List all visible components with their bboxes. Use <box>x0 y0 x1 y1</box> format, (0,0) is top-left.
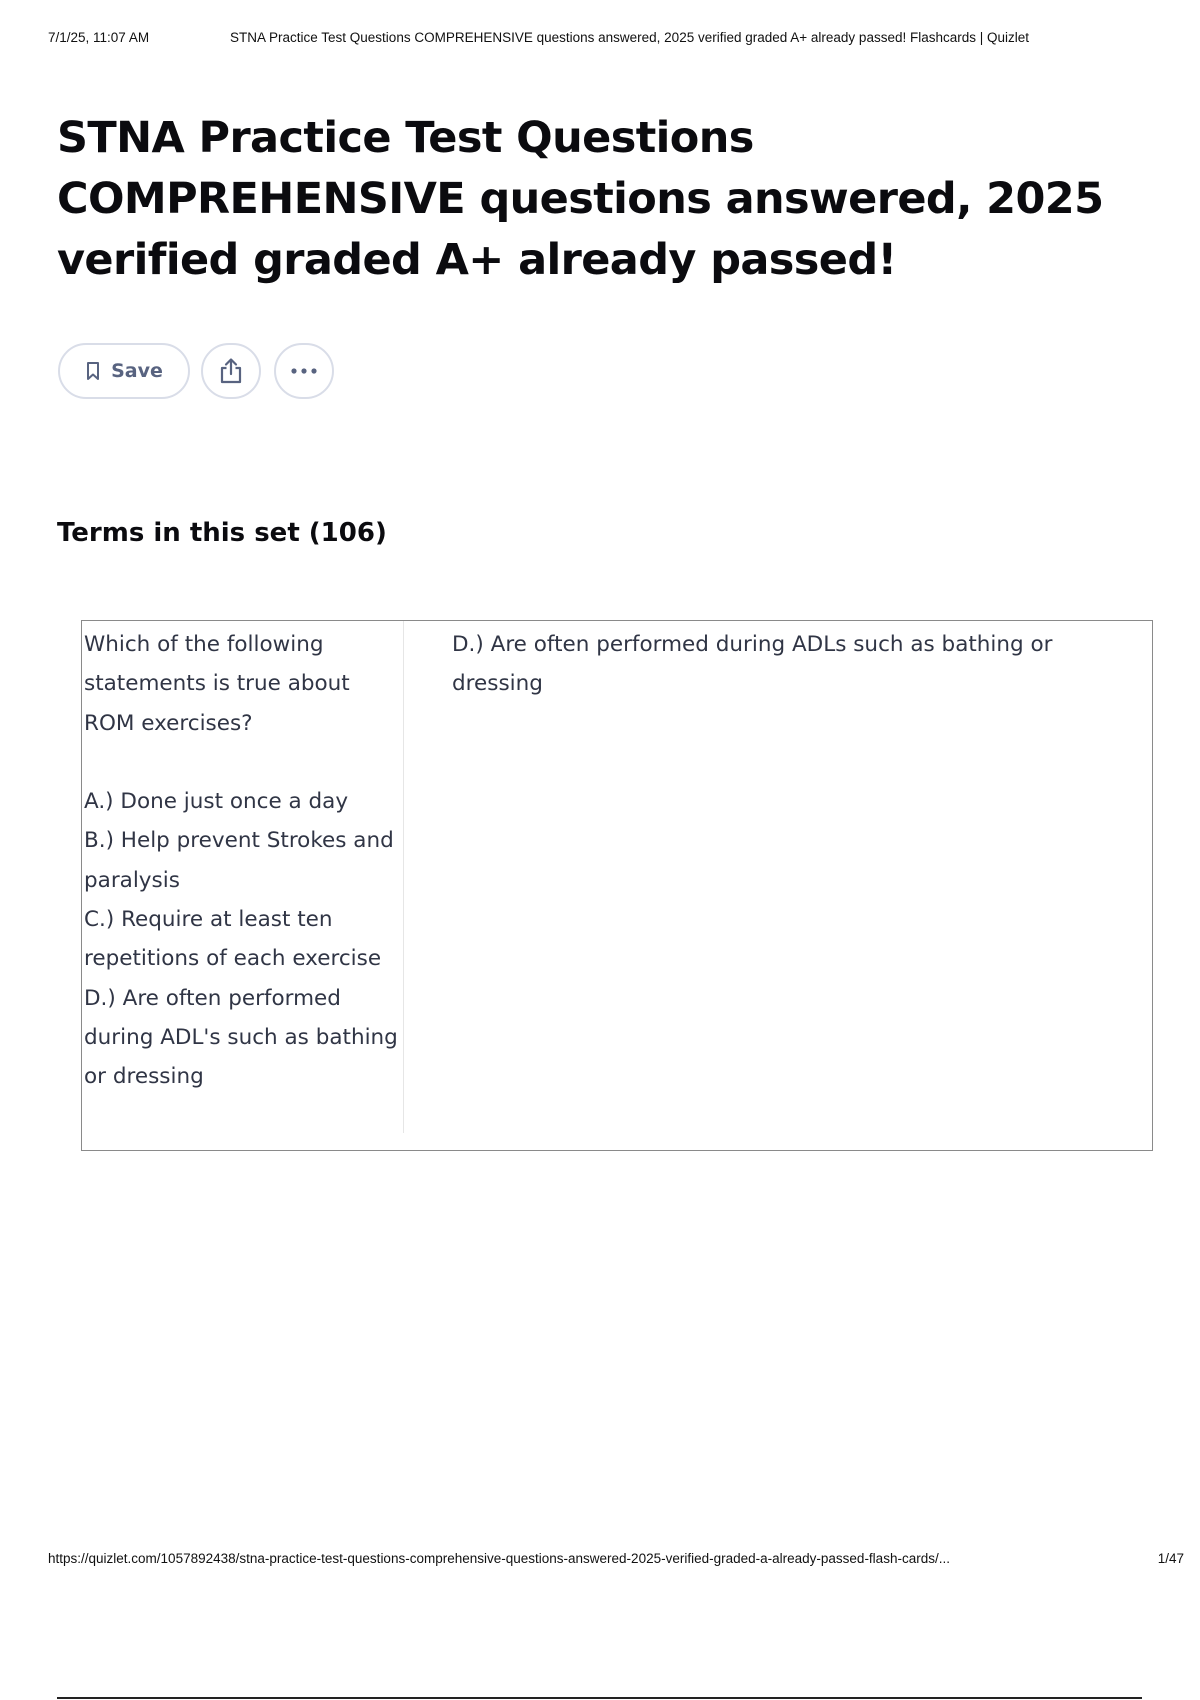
bookmark-icon <box>85 361 101 381</box>
print-page-number: 1/47 <box>1157 1551 1184 1566</box>
set-title: STNA Practice Test Questions COMPREHENSIVE questions answered, 2025 verified graded A+ already passed! <box>57 113 1104 285</box>
flashcard-row <box>81 620 1153 1151</box>
print-page-title: STNA Practice Test Questions COMPREHENSIVE questions answered, 2025 verified graded A+ already passed! Flashcards | Quizlet <box>230 30 1030 45</box>
print-timestamp: 7/1/25, 11:07 AM <box>48 30 150 45</box>
share-icon <box>218 357 244 385</box>
print-header <box>48 30 1184 50</box>
card-definition: D.) Are often performed during ADLs such as bathing or dressing <box>452 632 1053 697</box>
share-button[interactable] <box>201 343 261 399</box>
more-options-button[interactable] <box>274 343 334 399</box>
print-footer <box>48 1551 1184 1571</box>
terms-heading: Terms in this set (106) <box>57 518 387 548</box>
card-term: Which of the following statements is true about ROM exercises? A.) Done just once a day B.) Help prevent Strokes and paralysis C.) Require at least ten repetitions of each exercise D.) Are often performed during ADL's such as bathing or dressing <box>82 621 404 1133</box>
save-button-label: Save <box>111 360 163 382</box>
page-divider <box>57 1697 1142 1699</box>
save-button[interactable] <box>58 343 190 399</box>
more-options-icon <box>290 367 318 375</box>
print-url: https://quizlet.com/1057892438/stna-practice-test-questions-comprehensive-questions-answered-2025-verified-graded-a-already-passed-flash-cards/... <box>48 1551 950 1566</box>
